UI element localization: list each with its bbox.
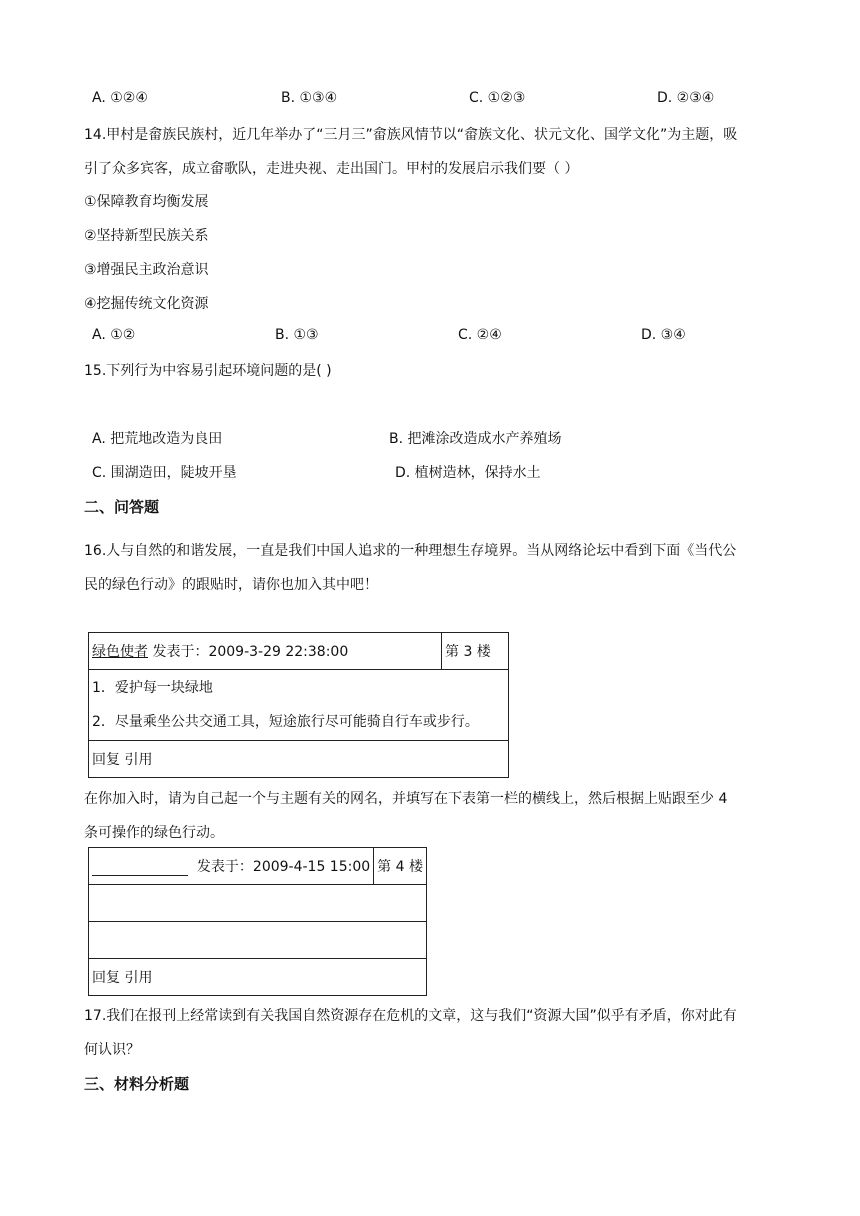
post2-posted-time: 发表于：2009-4-15 15:00 bbox=[196, 859, 371, 875]
q13-option-c: C. ①②③ bbox=[469, 90, 526, 106]
q13-option-b: B. ①③④ bbox=[281, 90, 338, 106]
section-2-heading: 二、问答题 bbox=[84, 498, 160, 516]
post1-body bbox=[89, 670, 509, 741]
post1-floor: 第 3 楼 bbox=[442, 633, 509, 670]
post2-actions: 回复 引用 bbox=[89, 959, 427, 996]
q14-option-d: D. ③④ bbox=[641, 327, 686, 343]
q13-option-a: A. ①②④ bbox=[92, 90, 148, 106]
q15-option-c: C. 围湖造田，陡坡开垦 bbox=[92, 465, 237, 481]
q14-item-1: ①保障教育均衡发展 bbox=[84, 194, 209, 210]
q17-stem-line2: 何认识？ bbox=[84, 1042, 140, 1058]
q14-option-a: A. ①② bbox=[92, 327, 136, 343]
forum-post-floor-3 bbox=[88, 632, 509, 778]
section-3-heading: 三、材料分析题 bbox=[84, 1075, 190, 1093]
q15-stem: 15.下列行为中容易引起环境问题的是( ) bbox=[84, 363, 332, 379]
post2-empty-row-2[interactable] bbox=[89, 922, 427, 959]
post1-actions: 回复 引用 bbox=[89, 741, 509, 778]
q16-instruction-line1: 在你加入时，请为自己起一个与主题有关的网名，并填写在下表第一栏的横线上，然后根据上贴跟至少 4 bbox=[84, 791, 728, 807]
post1-posted-time: 发表于：2009-3-29 22:38:00 bbox=[148, 644, 349, 660]
post1-header bbox=[89, 633, 442, 670]
q15-option-d: D. 植树造林，保持水土 bbox=[395, 465, 541, 481]
q14-item-4: ④挖掘传统文化资源 bbox=[84, 296, 209, 312]
q14-item-2: ②坚持新型民族关系 bbox=[84, 228, 209, 244]
post1-line-2: 2．尽量乘坐公共交通工具，短途旅行尽可能骑自行车或步行。 bbox=[92, 714, 479, 730]
post1-line-1: 1．爱护每一块绿地 bbox=[92, 680, 213, 696]
q14-item-3: ③增强民主政治意识 bbox=[84, 262, 209, 278]
post1-username: 绿色使者 bbox=[92, 644, 148, 660]
post2-empty-row-1[interactable] bbox=[89, 885, 427, 922]
q13-option-d: D. ②③④ bbox=[657, 90, 715, 106]
q17-stem-line1: 17.我们在报刊上经常读到有关我国自然资源存在危机的文章，这与我们“资源大国”似乎有矛盾，你对此有 bbox=[84, 1008, 737, 1024]
q14-option-b: B. ①③ bbox=[275, 327, 319, 343]
post2-floor: 第 4 楼 bbox=[374, 848, 427, 885]
q14-stem-line2: 引了众多宾客，成立畲歌队，走进央视、走出国门。甲村的发展启示我们要（ ） bbox=[84, 161, 579, 177]
q14-option-c: C. ②④ bbox=[458, 327, 502, 343]
post2-header bbox=[89, 848, 374, 885]
q14-stem-line1: 14.甲村是畲族民族村，近几年举办了“三月三”畲族风情节以“畲族文化、状元文化、国学文化”为主题，吸 bbox=[84, 127, 738, 143]
q15-option-b: B. 把滩涂改造成水产养殖场 bbox=[389, 431, 562, 447]
q16-stem-line2: 民的绿色行动》的跟贴时，请你也加入其中吧！ bbox=[84, 577, 378, 593]
forum-post-floor-4 bbox=[88, 847, 427, 996]
q16-instruction-line2: 条可操作的绿色行动。 bbox=[84, 825, 224, 841]
q15-option-a: A. 把荒地改造为良田 bbox=[92, 431, 223, 447]
post2-username-blank[interactable] bbox=[92, 860, 188, 876]
q16-stem-line1: 16.人与自然的和谐发展，一直是我们中国人追求的一种理想生存境界。当从网络论坛中看到下面《当代公 bbox=[84, 543, 737, 559]
